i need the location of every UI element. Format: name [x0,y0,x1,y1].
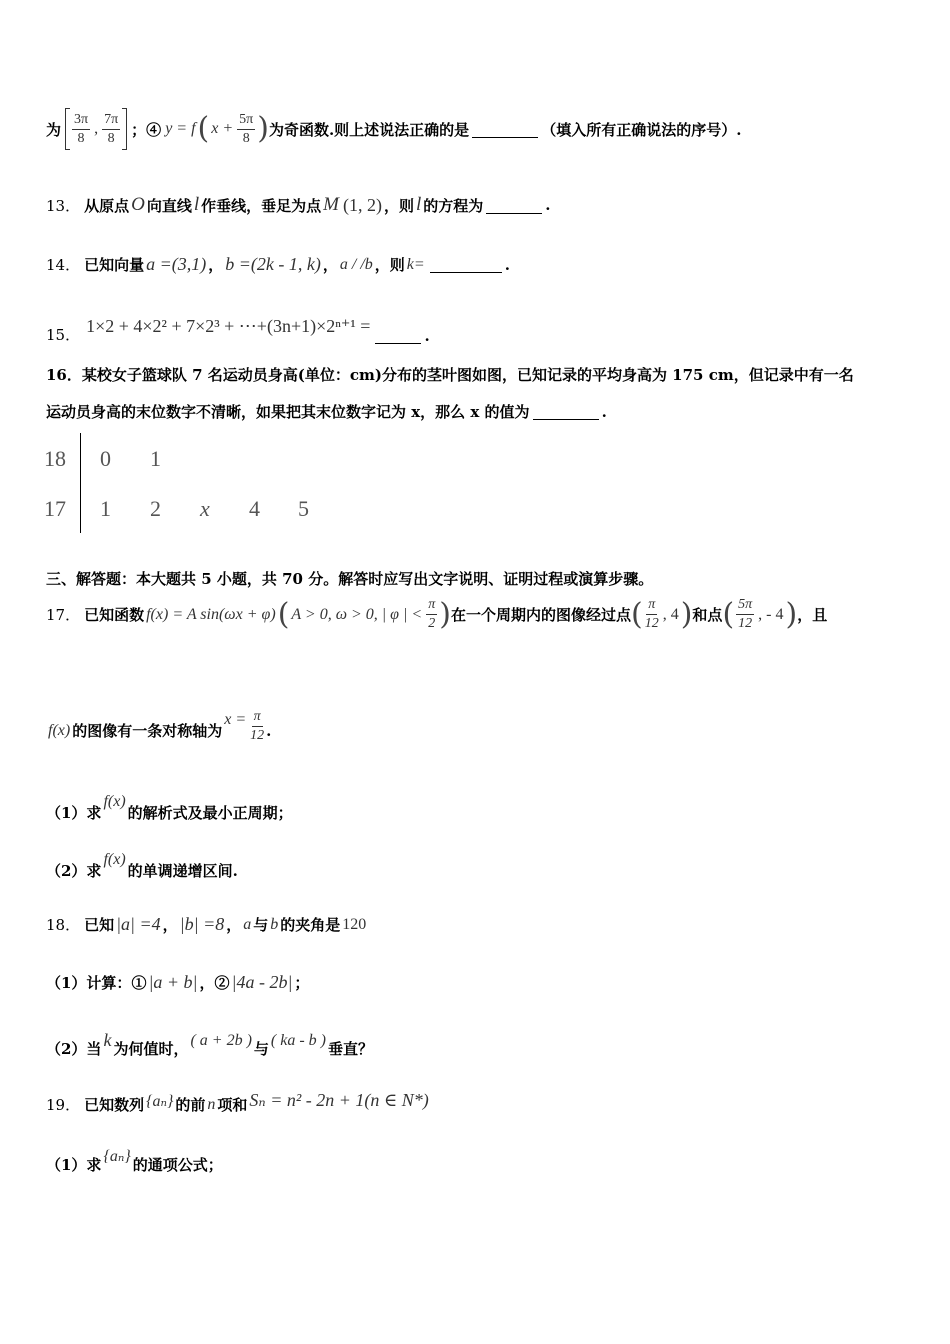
text: （2）求 [46,862,102,880]
math-symbol: k [103,1030,112,1050]
math-symbol: O [131,194,145,215]
text: . [545,196,551,214]
question-13 [46,194,551,216]
leaf: 5 [298,496,309,521]
text: ， [162,916,178,934]
question-14 [46,254,510,275]
text: 垂直？ [328,1040,374,1058]
math-expression: |4a - 2b| [231,972,293,992]
bracket [122,108,127,150]
text: . [266,721,272,740]
math-expression: |b| =8 [179,914,225,934]
numerator: π [252,708,263,727]
math-expression: {aₙ} [103,1147,131,1165]
question-16-line2 [46,401,607,422]
fraction [72,111,90,148]
question-15 [46,308,430,345]
answer-blank[interactable] [375,327,421,344]
text: （填入所有正确说法的序号）. [541,120,742,139]
math-expression: (1, 2) [342,194,382,215]
stem-divider [80,433,81,533]
text: ，且 [797,606,828,624]
denominator: 8 [77,130,85,146]
numerator: 5π [237,111,255,130]
fraction [102,111,120,148]
question-17-part2 [46,848,238,881]
text: （1）求 [46,1156,102,1174]
math-expression: , - 4 [758,605,784,623]
text: （1）计算：① [46,974,147,992]
numerator: 7π [102,111,120,130]
text: ；④ [131,120,162,139]
text: 已知函数 [84,606,145,624]
math-symbol: M [323,194,339,215]
math-expression: x = [224,710,247,728]
stem: 17 [44,496,66,521]
denominator: 12 [250,728,265,743]
text: 运动员身高的末位数字不清晰，如果把其末位数字记为 x，那么 x 的值为 [46,403,530,421]
text: ，则 [374,256,405,274]
text: 已知向量 [84,256,145,274]
math-expression: f(x) [103,792,126,810]
stem: 18 [44,446,66,471]
text: 为何值时， [113,1040,189,1058]
text: ，则 [383,196,414,215]
math-expression: A > 0, ω > 0, | φ | < [291,605,423,623]
math-expression: |a + b| [148,972,198,992]
math-expression: |a| =4 [116,914,161,934]
math-expression: f(x) [103,850,126,868]
denominator: 12 [644,616,659,631]
math-symbol: n [207,1095,216,1113]
numerator: π [426,596,437,615]
text: 的夹角是 [280,916,341,934]
math-expression: x + [211,120,234,137]
question-19-part1 [46,1144,223,1175]
comma: , [94,120,99,137]
math-expression: {aₙ} [146,1092,174,1110]
answer-blank[interactable] [486,197,542,214]
math-expression: 120 [342,915,367,933]
question-19 [46,1086,431,1115]
text: 的单调递增区间. [127,862,238,880]
paren: ) [439,596,451,632]
text: 的通项公式； [132,1156,223,1174]
text: ，② [199,974,230,992]
interval-expression [65,108,127,150]
math-expression: b =(2k - 1, k) [225,254,321,274]
text: 向直线 [146,196,192,215]
text: ； [294,974,310,992]
question-number: 14． [46,256,81,274]
answer-blank[interactable] [430,256,502,273]
text: ， [208,256,224,274]
fraction [645,596,659,633]
fraction [736,596,754,633]
text: 的前 [175,1096,206,1114]
denominator: 12 [738,616,753,631]
math-expression: f(x) [48,721,71,739]
text: （1）求 [46,804,102,822]
fraction [250,708,264,745]
text: 从原点 [84,196,130,215]
paren: ( [722,596,735,632]
math-expression: 1×2 + 4×2² + 7×2³ + ⋯+(3n+1)×2ⁿ⁺¹ = [86,316,371,336]
math-expression: a =(3,1) [146,254,207,274]
text: 项和 [217,1096,248,1114]
paren: ( [630,596,643,632]
text: . [504,255,510,274]
denominator: 8 [242,130,250,146]
leaf: x [200,496,210,521]
fraction [426,596,437,633]
text: ， [322,256,338,274]
line-q12-tail [46,108,741,150]
paren: ) [785,596,798,632]
paren: ( [277,596,290,632]
question-number: 15． [46,326,81,344]
text: 为 [46,120,62,139]
denominator: 2 [428,616,436,631]
text: 三、解答题：本大题共 5 小题，共 70 分。解答时应写出文字说明、证明过程或演算步骤。 [46,570,654,588]
leaf: 2 [150,496,161,521]
math-symbol: b [270,915,279,933]
question-18 [46,914,368,935]
text: 与 [253,1040,269,1058]
text: 16．某校女子篮球队 7 名运动员身高(单位：cm)分布的茎叶图如图，已知记录的平均身高为 175 cm，但记录中有一名 [46,366,854,384]
question-number: 17． [46,606,81,624]
question-18-part1 [46,972,309,993]
numerator: π [646,596,657,615]
math-symbol: l [193,194,200,215]
leaf: 1 [150,446,161,471]
question-number: 18． [46,916,81,934]
text: 的解析式及最小正周期； [127,804,293,822]
text: 与 [253,916,269,934]
answer-blank[interactable] [472,121,538,138]
bracket [65,108,70,150]
text: 的方程为 [423,196,484,215]
answer-blank[interactable] [533,403,599,420]
math-expression: , 4 [662,605,679,623]
question-17-part1 [46,790,293,823]
section-3-heading [46,568,653,589]
paren: ) [257,111,269,146]
fraction [237,111,255,148]
paren: ) [680,596,693,632]
math-symbol: l [416,194,422,215]
leaf: 1 [100,496,111,521]
math-expression: ( ka - b ) [270,1031,327,1049]
text: ， [226,916,242,934]
text: （2）当 [46,1040,102,1058]
text: 已知数列 [84,1096,145,1114]
math-expression: ( a + 2b ) [190,1031,252,1049]
text: 在一个周期内的图像经过点 [450,606,631,624]
question-17-line2 [46,708,271,745]
text: 作垂线，垂足为点 [201,196,322,215]
text: 为奇函数.则上述说法正确的是 [268,120,470,139]
question-number: 19． [46,1096,81,1114]
leaf: 0 [100,446,111,471]
question-17 [46,596,827,633]
text: 和点 [692,606,723,624]
text: . [601,402,607,421]
text: 的图像有一条对称轴为 [72,722,223,740]
text: 已知 [84,916,115,934]
math-symbol: a [243,915,252,933]
question-number: 13． [46,196,81,215]
math-expression: a / /b [339,255,373,273]
paren: ( [197,111,210,146]
numerator: 5π [736,596,754,615]
question-18-part2 [46,1030,373,1059]
math-expression: Sₙ = n² - 2n + 1(n ∈ N*) [249,1090,429,1110]
denominator: 8 [107,130,115,146]
text: . [424,326,430,345]
math-expression: k= [406,255,425,273]
question-16-line1 [46,364,854,385]
math-expression: y = f [165,120,196,137]
leaf: 4 [249,496,260,521]
numerator: 3π [72,111,90,130]
math-expression: f(x) = A sin(ωx + φ) [146,605,276,623]
